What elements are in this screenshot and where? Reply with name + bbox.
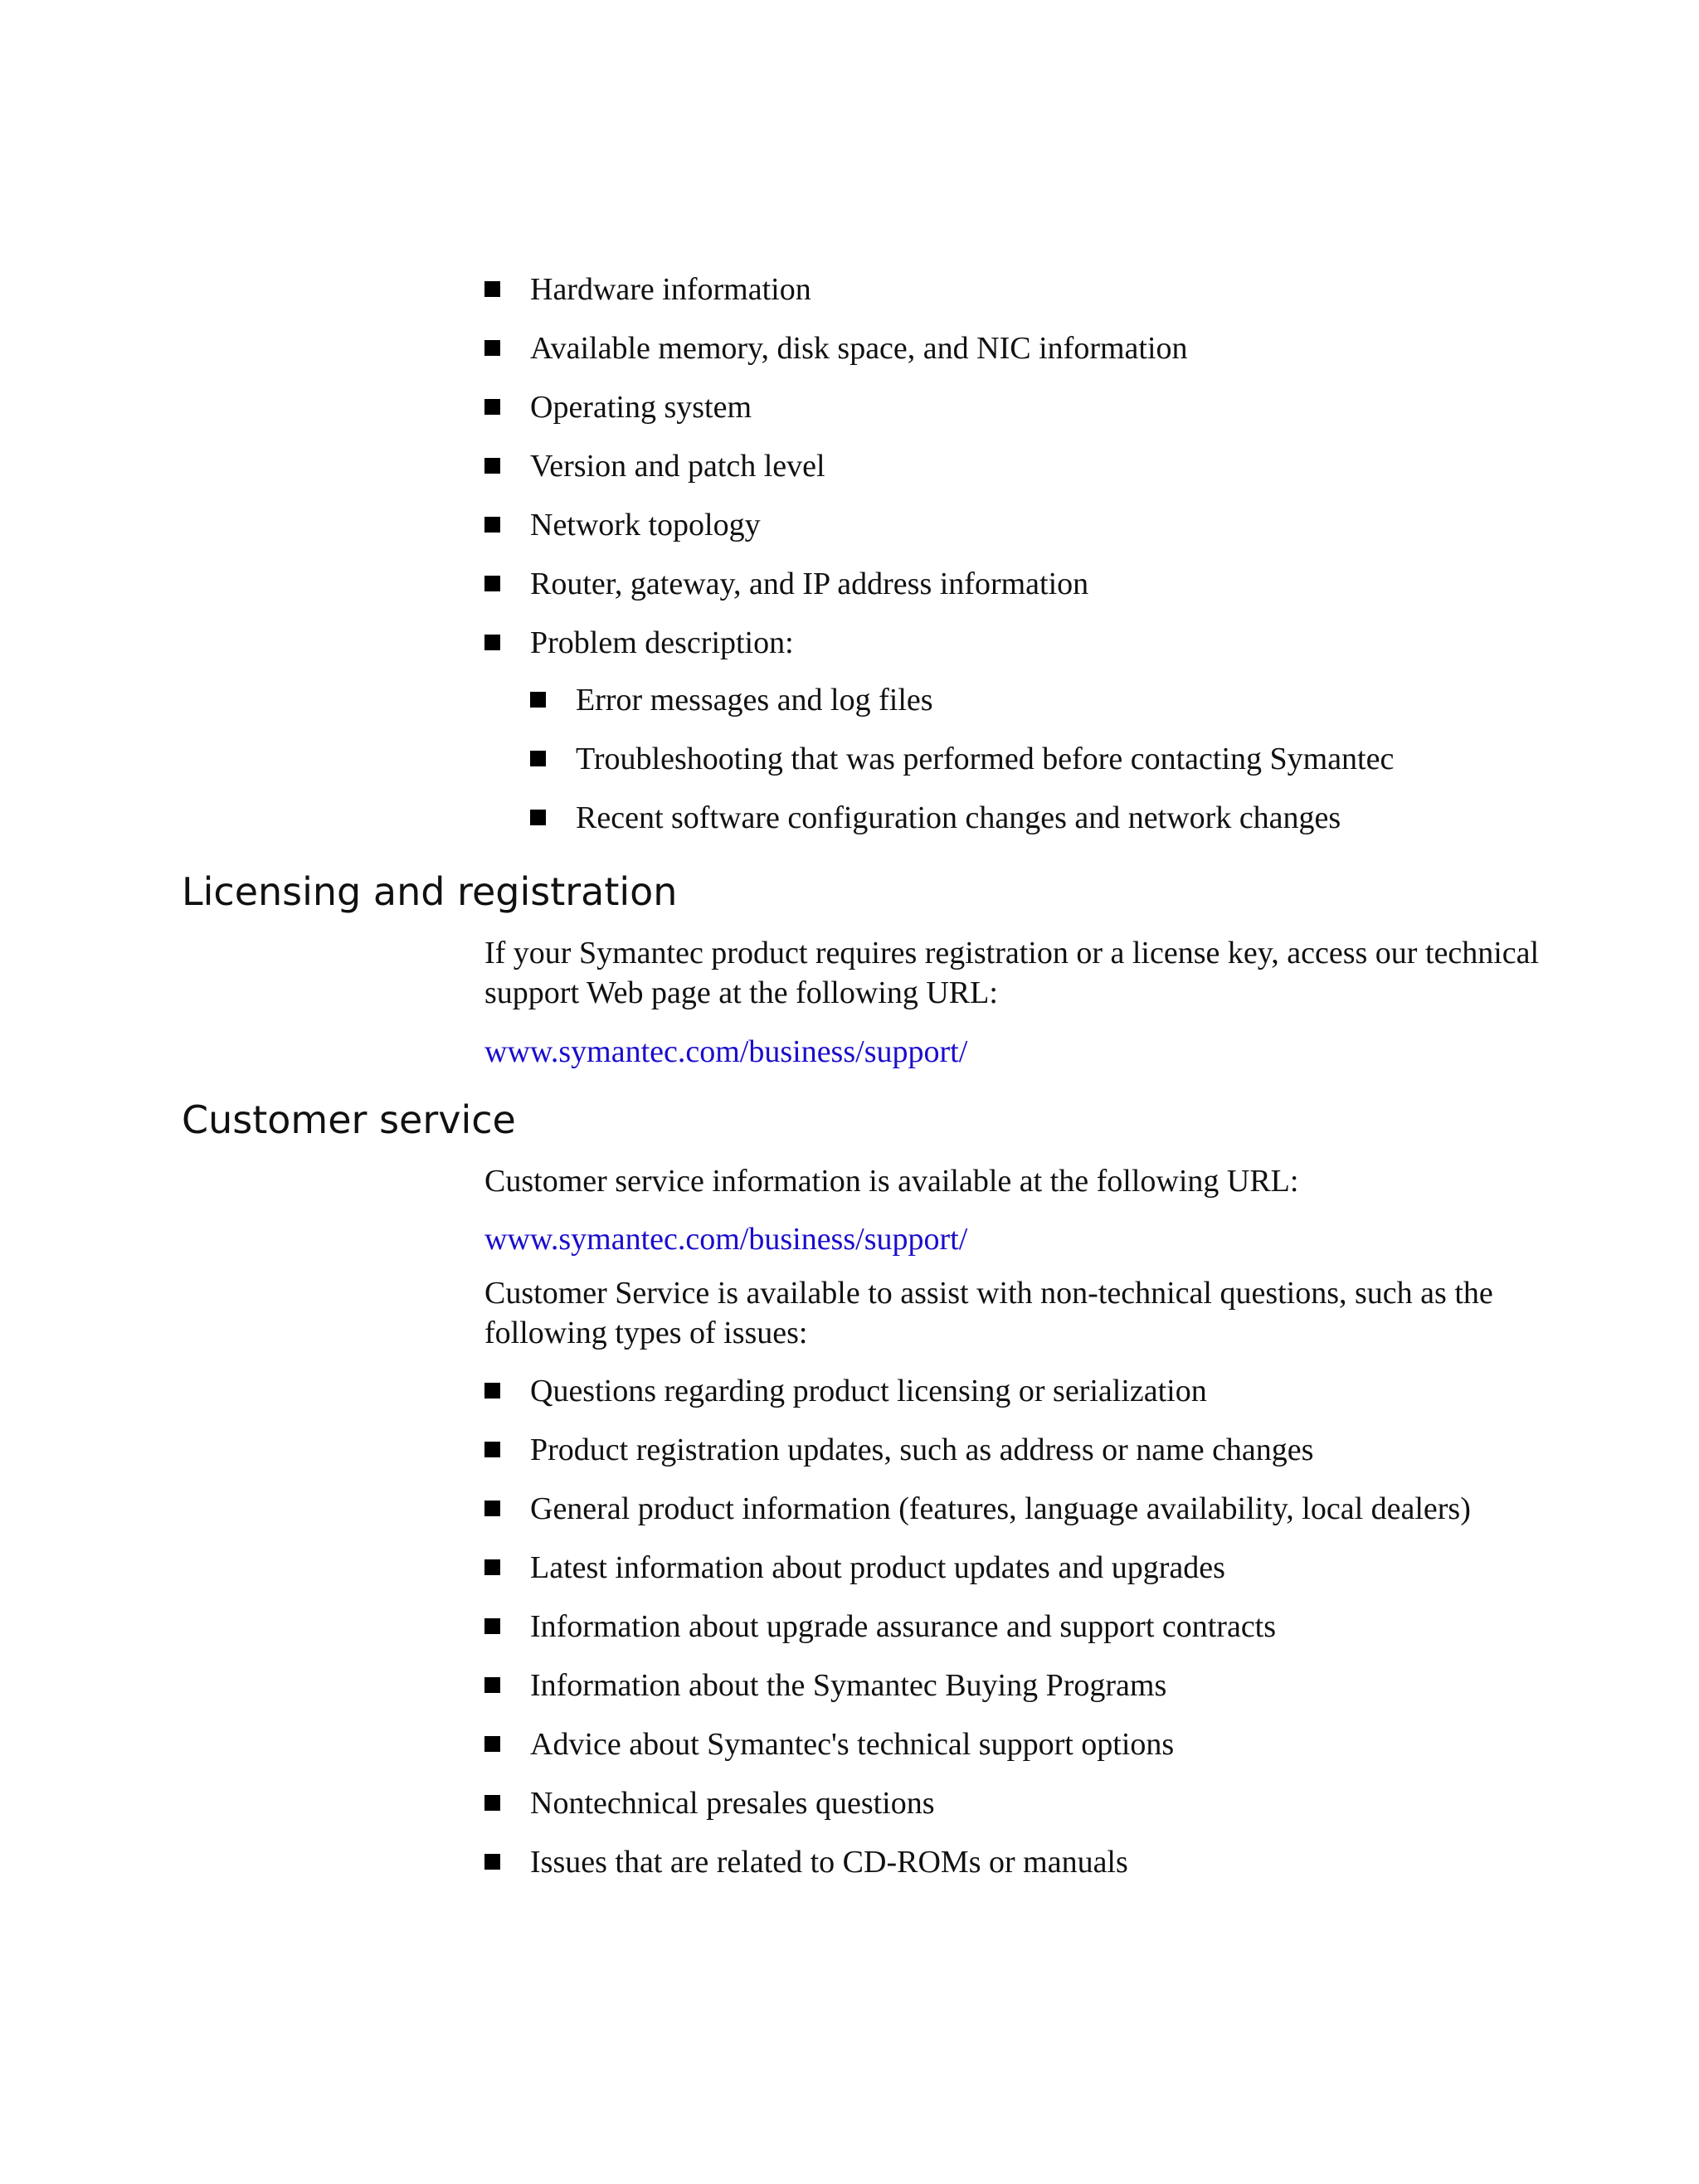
licensing-support-link[interactable]: www.symantec.com/business/support/ — [484, 1034, 968, 1069]
square-bullet-icon — [484, 399, 500, 415]
list-item-text: General product information (features, language availability, local dealers) — [530, 1491, 1471, 1526]
square-bullet-icon — [484, 1677, 500, 1693]
list-item-text: Network topology — [530, 508, 761, 542]
licensing-paragraph-line-2: support Web page at the following URL: — [484, 975, 998, 1010]
list-item-text: Latest information about product updates and upgrades — [530, 1550, 1225, 1585]
square-bullet-icon — [484, 1559, 500, 1575]
list-item-text: Hardware information — [530, 272, 811, 307]
square-bullet-icon — [484, 281, 500, 297]
list-item-text: Nontechnical presales questions — [530, 1786, 935, 1821]
square-bullet-icon — [484, 340, 500, 356]
square-bullet-icon — [484, 1501, 500, 1516]
licensing-paragraph-line-1: If your Symantec product requires registration or a license key, access our technical — [484, 936, 1540, 970]
sublist-item-text: Recent software configuration changes and network changes — [576, 800, 1341, 835]
square-bullet-icon — [484, 1442, 500, 1457]
list-item-text: Information about upgrade assurance and support contracts — [530, 1609, 1277, 1644]
square-bullet-icon — [484, 576, 500, 591]
square-bullet-icon — [484, 1736, 500, 1752]
customer-service-heading: Customer service — [182, 1097, 516, 1142]
list-item-text: Router, gateway, and IP address information — [530, 567, 1089, 601]
sublist-item-text: Error messages and log files — [576, 683, 933, 717]
customer-service-paragraph-line-1: Customer Service is available to assist with non-technical questions, such as the — [484, 1276, 1493, 1311]
sublist-item-text: Troubleshooting that was performed before contacting Symantec — [576, 742, 1395, 776]
customer-service-paragraph — [484, 1273, 1596, 1353]
square-bullet-icon — [530, 751, 546, 766]
square-bullet-icon — [484, 635, 500, 650]
licensing-heading: Licensing and registration — [182, 869, 678, 914]
square-bullet-icon — [530, 810, 546, 825]
square-bullet-icon — [530, 692, 546, 708]
customer-service-link[interactable]: www.symantec.com/business/support/ — [484, 1222, 968, 1257]
square-bullet-icon — [484, 1795, 500, 1811]
square-bullet-icon — [484, 1383, 500, 1398]
list-item-text: Issues that are related to CD-ROMs or manuals — [530, 1845, 1128, 1880]
list-item-text: Operating system — [530, 390, 752, 425]
list-item-text: Advice about Symantec's technical support options — [530, 1727, 1175, 1762]
customer-service-intro: Customer service information is available at the following URL: — [484, 1164, 1299, 1199]
customer-service-paragraph-line-2: following types of issues: — [484, 1316, 808, 1350]
list-item-text: Questions regarding product licensing or serialization — [530, 1374, 1207, 1408]
square-bullet-icon — [484, 1618, 500, 1634]
list-item-text: Version and patch level — [530, 449, 825, 484]
list-item-text: Product registration updates, such as address or name changes — [530, 1432, 1314, 1467]
list-item-text: Available memory, disk space, and NIC information — [530, 331, 1188, 366]
square-bullet-icon — [484, 517, 500, 533]
list-item-text: Problem description: — [530, 625, 794, 660]
square-bullet-icon — [484, 1854, 500, 1870]
licensing-paragraph — [484, 933, 1596, 1013]
square-bullet-icon — [484, 458, 500, 474]
list-item-text: Information about the Symantec Buying Programs — [530, 1668, 1167, 1703]
